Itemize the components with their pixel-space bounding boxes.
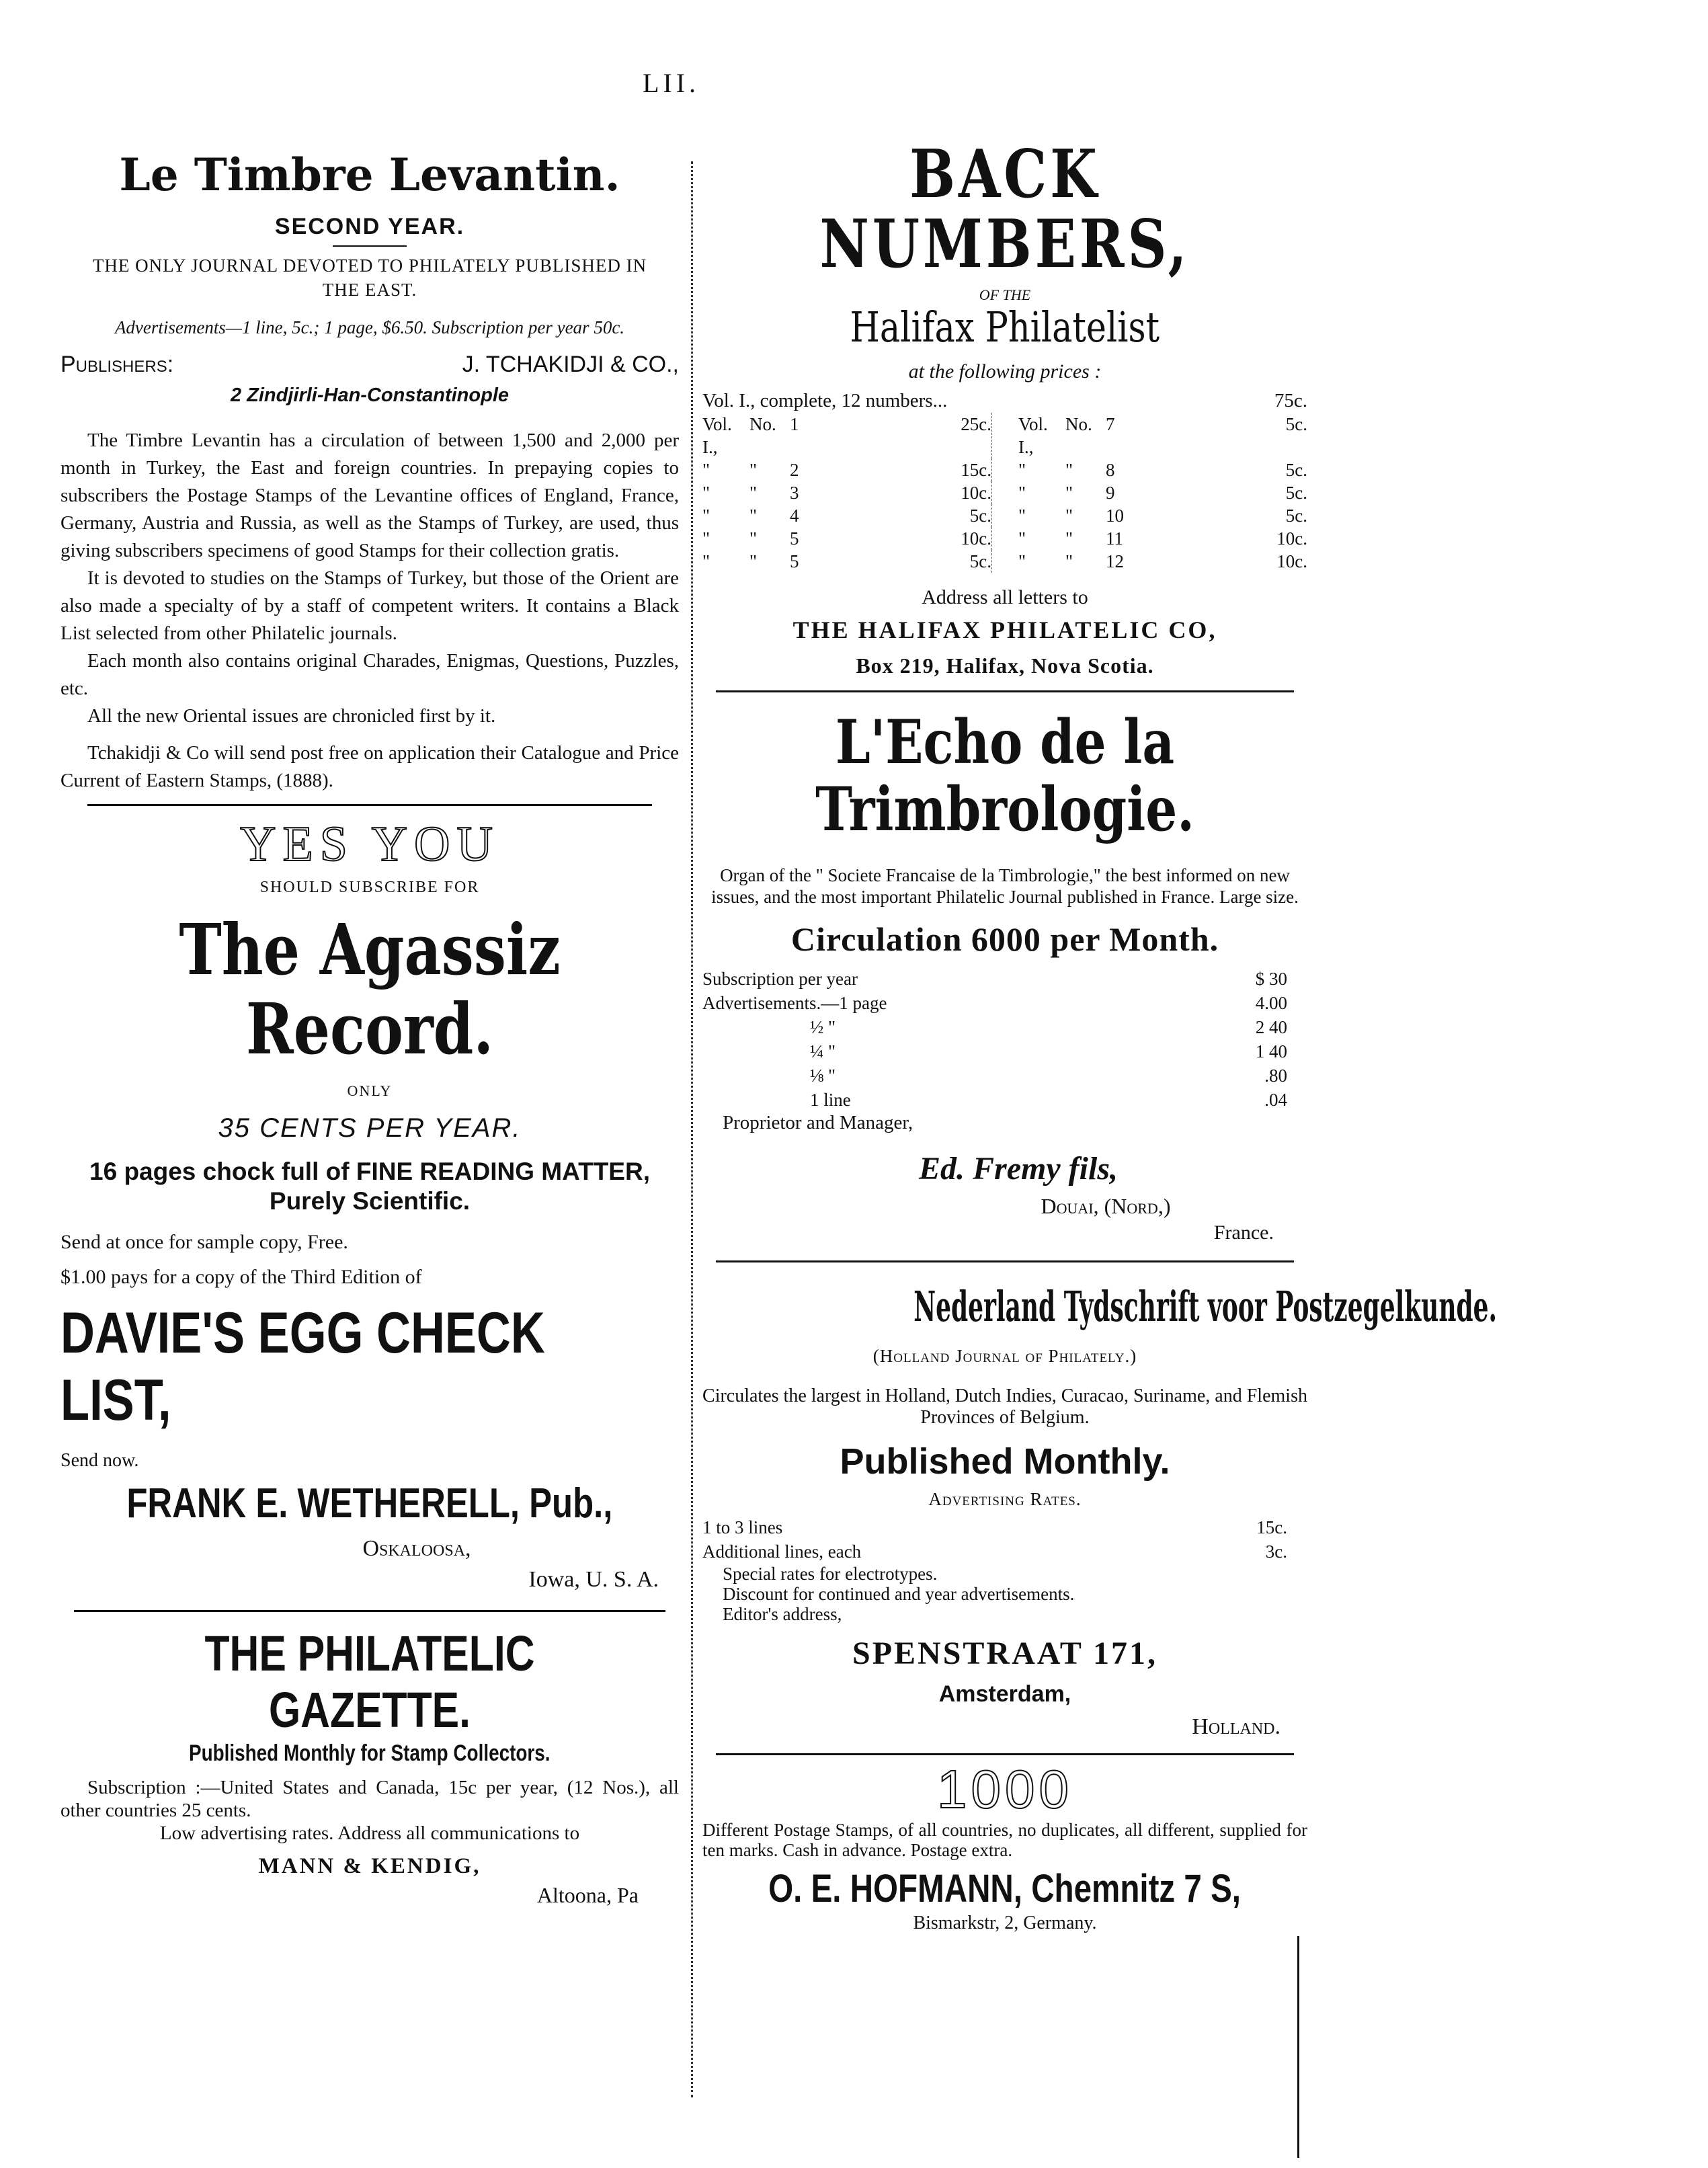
back-number-row (702, 413, 1307, 458)
issue-number: 9 (1106, 483, 1115, 503)
rate-price: 2 40 (1255, 1017, 1287, 1037)
timbre-title: Le Timbre Levantin. (119, 149, 620, 201)
vol-label: Vol. I., (1018, 414, 1048, 457)
issue-number: 5 (790, 551, 799, 571)
nederland-note: Special rates for electrotypes. (723, 1564, 938, 1584)
vol-label: " (1018, 551, 1026, 571)
no-label: " (1065, 483, 1073, 503)
issue-number: 10 (1106, 506, 1124, 526)
issue-price: 10c. (961, 528, 991, 549)
rate-row (702, 1515, 1287, 1539)
timbre-paragraph-4: All the new Oriental issues are chronicled first by it. (87, 705, 496, 727)
issue-price: 5c. (1285, 506, 1307, 526)
agassiz-price: 35 CENTS PER YEAR. (218, 1113, 522, 1143)
divider (716, 1753, 1294, 1755)
agassiz-sample: Send at once for sample copy, Free. (60, 1231, 348, 1253)
rate-label: 1 to 3 lines (702, 1517, 783, 1537)
vol-label: " (1018, 528, 1026, 549)
nederland-tydschrift-ad (702, 1282, 1498, 1740)
issue-number: 1 (790, 414, 799, 434)
echo-rates-table (702, 967, 1307, 1112)
rate-price: 1 40 (1255, 1041, 1287, 1061)
divider (87, 804, 652, 806)
rate-label: ½ " (810, 1017, 836, 1037)
complete-price: 75c. (1274, 390, 1307, 411)
halifax-box: Box 219, Halifax, Nova Scotia. (856, 653, 1154, 678)
nederland-subtitle: (Holland Journal of Philately.) (872, 1346, 1137, 1366)
vol-label: " (1018, 483, 1026, 503)
echo-city: Douai, (Nord,) (1041, 1194, 1171, 1218)
agassiz-record-ad (60, 819, 679, 1593)
nederland-rates-table (702, 1515, 1307, 1564)
echo-country: France. (1213, 1221, 1274, 1244)
vol-label: " (702, 483, 710, 503)
divider (74, 1610, 665, 1612)
back-numbers-prices-intro: at the following prices : (908, 360, 1102, 383)
no-label: " (1065, 460, 1073, 480)
timbre-address: 2 Zindjirli-Han-Constantinople (230, 385, 510, 406)
row-separator (991, 481, 1018, 504)
timbre-levantin-ad (60, 148, 679, 795)
back-number-row (702, 550, 1307, 573)
back-numbers-complete (702, 389, 1307, 413)
echo-name: Ed. Fremy fils, (919, 1151, 1118, 1187)
page-number: LII. (642, 68, 700, 98)
gazette-publisher: MANN & KENDIG, (258, 1854, 481, 1878)
page-edge-line (1297, 1936, 1299, 2158)
rate-row (702, 1039, 1287, 1063)
agassiz-title: The Agassiz Record. (179, 908, 561, 1070)
rate-row (702, 967, 1287, 991)
issue-number: 2 (790, 460, 799, 480)
nederland-country: Holland. (1192, 1714, 1280, 1739)
agassiz-only: ONLY (347, 1082, 393, 1099)
rate-label: ⅛ " (810, 1066, 836, 1086)
row-separator (991, 504, 1018, 527)
no-label: No. (749, 414, 776, 434)
issue-number: 11 (1106, 528, 1123, 549)
issue-number: 7 (1106, 414, 1115, 434)
issue-price: 25c. (961, 414, 991, 434)
vol-label: " (702, 551, 710, 571)
halifax-company: THE HALIFAX PHILATELIC CO, (792, 616, 1217, 643)
hofmann-address: Bismarkstr, 2, Germany. (913, 1913, 1097, 1933)
back-number-row (702, 527, 1307, 550)
gazette-title: THE PHILATELIC GAZETTE. (204, 1625, 535, 1738)
no-label: " (749, 528, 758, 549)
egg-check-list-title: DAVIE'S EGG CHECK LIST, (60, 1301, 545, 1433)
back-number-row (702, 504, 1307, 527)
issue-price: 15c. (961, 460, 991, 480)
nederland-rates-title: Advertising Rates. (928, 1489, 1082, 1509)
agassiz-city: Oskaloosa, (362, 1536, 471, 1561)
vol-label: " (702, 506, 710, 526)
halifax-journal-title: Halifax Philatelist (850, 303, 1160, 352)
issue-price: 5c. (969, 506, 991, 526)
timbre-year: SECOND YEAR. (274, 214, 465, 239)
rate-price: $ 30 (1255, 969, 1287, 989)
row-separator (991, 458, 1018, 481)
timbre-paragraph-3: Each month also contains original Charades, Enigmas, Questions, Puzzles, etc. (60, 650, 679, 699)
no-label: " (1065, 551, 1073, 571)
gazette-subtitle: Published Monthly for Stamp Collectors. (189, 1740, 551, 1766)
vol-label: " (702, 460, 710, 480)
hofmann-ad (702, 1759, 1307, 1934)
no-label: " (749, 483, 758, 503)
column-divider (691, 161, 693, 2097)
vol-label: Vol. I., (702, 414, 732, 457)
hofmann-description: Different Postage Stamps, of all countries, no duplicates, all different, supplied for ten marks. Cash in advance. Postage extra. (702, 1820, 1307, 1860)
vol-label: " (702, 528, 710, 549)
agassiz-pages: 16 pages chock full of FINE READING MATTER, Purely Scientific. (89, 1158, 650, 1215)
nederland-note: Editor's address, (723, 1604, 842, 1624)
timbre-paragraphs (60, 427, 679, 795)
no-label: " (749, 506, 758, 526)
issue-price: 10c. (961, 483, 991, 503)
gazette-city: Altoona, Pa (536, 1883, 639, 1907)
rate-price: 3c. (1265, 1541, 1287, 1562)
rate-label: ¼ " (810, 1041, 836, 1061)
no-label: " (749, 460, 758, 480)
issue-number: 12 (1106, 551, 1124, 571)
vol-label: " (1018, 506, 1026, 526)
rate-row (702, 1015, 1287, 1039)
echo-organ: Organ of the " Societe Francaise de la Timbrologie," the best informed on new issues, and the most important Philatelic Journal published in France. Large size. (711, 865, 1299, 907)
no-label: No. (1065, 414, 1092, 434)
rate-row (702, 1088, 1287, 1112)
nederland-title: Nederland Tydschrift voor Postzegelkunde. (913, 1282, 1498, 1331)
agassiz-third-edition: $1.00 pays for a copy of the Third Edition of (60, 1266, 422, 1288)
issue-price: 5c. (1285, 483, 1307, 503)
rate-label: Subscription per year (702, 969, 858, 989)
timbre-paragraph-2: It is devoted to studies on the Stamps of Turkey, but those of the Orient are also made a specialty of by a staff of competent writers. It contains a Black List selected from other Philatelic journals. (60, 567, 679, 644)
echo-proprietor: Proprietor and Manager, (723, 1112, 913, 1133)
agassiz-publisher: FRANK E. WETHERELL, Pub., (126, 1480, 613, 1527)
rate-label: 1 line (810, 1090, 851, 1110)
timbre-paragraph-1: The Timbre Levantin has a circulation of between 1,500 and 2,000 per month in Turkey, the East and foreign countries. In prepaying copies to subscribers the Postage Stamps of the Levantine offices of England, France, Germany, Austria and Russia, as well as the Stamps of Turkey, are used, thus giving subscribers specimens of good Stamps for their collection gratis. (60, 430, 679, 561)
gazette-subscription: Subscription :—United States and Canada, 15c per year, (12 Nos.), all other countries 25 cents. (60, 1777, 679, 1821)
yes-you-heading: YES YOU (240, 817, 499, 872)
issue-price: 10c. (1276, 551, 1307, 571)
agassiz-should: SHOULD SUBSCRIBE FOR (259, 879, 480, 896)
nederland-city: Amsterdam, (938, 1681, 1071, 1707)
back-number-row (702, 458, 1307, 481)
rate-label: Additional lines, each (702, 1541, 862, 1562)
timbre-rates: Advertisements—1 line, 5c.; 1 page, $6.50. Subscription per year 50c. (114, 317, 625, 337)
back-numbers-table (702, 413, 1307, 573)
philatelic-gazette-ad (60, 1625, 679, 1908)
rate-price: 4.00 (1255, 993, 1287, 1013)
back-numbers-title: BACK NUMBERS, (819, 136, 1190, 283)
publishers-label: Publishers: (60, 352, 174, 377)
gazette-low-rates: Low advertising rates. Address all communications to (159, 1822, 580, 1844)
timbre-subtitle: THE ONLY JOURNAL DEVOTED TO PHILATELY PUBLISHED IN THE EAST. (92, 255, 647, 300)
echo-title: L'Echo de la Trimbrologie. (815, 707, 1194, 845)
no-label: " (749, 551, 758, 571)
right-column (702, 128, 1498, 1934)
hofmann-name: O. E. HOFMANN, Chemnitz 7 S, (768, 1867, 1242, 1911)
nederland-monthly: Published Monthly. (840, 1441, 1170, 1482)
rate-label: Advertisements.—1 page (702, 993, 887, 1013)
rate-row (702, 991, 1287, 1015)
issue-number: 3 (790, 483, 799, 503)
rate-row (702, 1539, 1287, 1564)
issue-price: 5c. (969, 551, 991, 571)
divider (716, 1260, 1294, 1262)
rate-price: 15c. (1256, 1517, 1287, 1537)
nederland-note: Discount for continued and year advertisements. (723, 1584, 1075, 1604)
row-separator (991, 527, 1018, 550)
issue-number: 8 (1106, 460, 1115, 480)
no-label: " (1065, 528, 1073, 549)
nederland-notes (702, 1564, 1307, 1624)
back-numbers-address-label: Address all letters to (922, 586, 1088, 608)
nederland-circulates: Circulates the largest in Holland, Dutch Indies, Curacao, Suriname, and Flemish Provinces of Belgium. (702, 1386, 1307, 1428)
agassiz-send-now: Send now. (60, 1450, 139, 1471)
publishers-name: J. TCHAKIDJI & CO., (462, 352, 679, 377)
divider (333, 245, 407, 247)
left-column (60, 128, 679, 1908)
vol-label: " (1018, 460, 1026, 480)
nederland-street: SPENSTRAAT 171, (852, 1636, 1157, 1671)
issue-number: 4 (790, 506, 799, 526)
issue-price: 5c. (1285, 460, 1307, 480)
divider (716, 690, 1294, 692)
back-numbers-ad (702, 136, 1307, 678)
agassiz-state: Iowa, U. S. A. (528, 1567, 659, 1592)
row-separator (991, 550, 1018, 573)
echo-circulation: Circulation 6000 per Month. (790, 920, 1219, 958)
issue-price: 10c. (1276, 528, 1307, 549)
row-separator (991, 413, 1018, 458)
echo-trimbrologie-ad (702, 709, 1307, 1244)
no-label: " (1065, 506, 1073, 526)
back-numbers-of-the: OF THE (979, 286, 1031, 303)
issue-price: 5c. (1285, 414, 1307, 434)
complete-label: Vol. I., complete, 12 numbers... (702, 390, 948, 411)
hofmann-count: 1000 (937, 1759, 1073, 1819)
rate-price: .80 (1264, 1066, 1287, 1086)
rate-price: .04 (1264, 1090, 1287, 1110)
timbre-publishers-line (60, 352, 679, 378)
timbre-paragraph-5: Tchakidji & Co will send post free on application their Catalogue and Price Current of Eastern Stamps, (1888). (60, 742, 679, 791)
issue-number: 5 (790, 528, 799, 549)
back-number-row (702, 481, 1307, 504)
rate-row (702, 1063, 1287, 1088)
